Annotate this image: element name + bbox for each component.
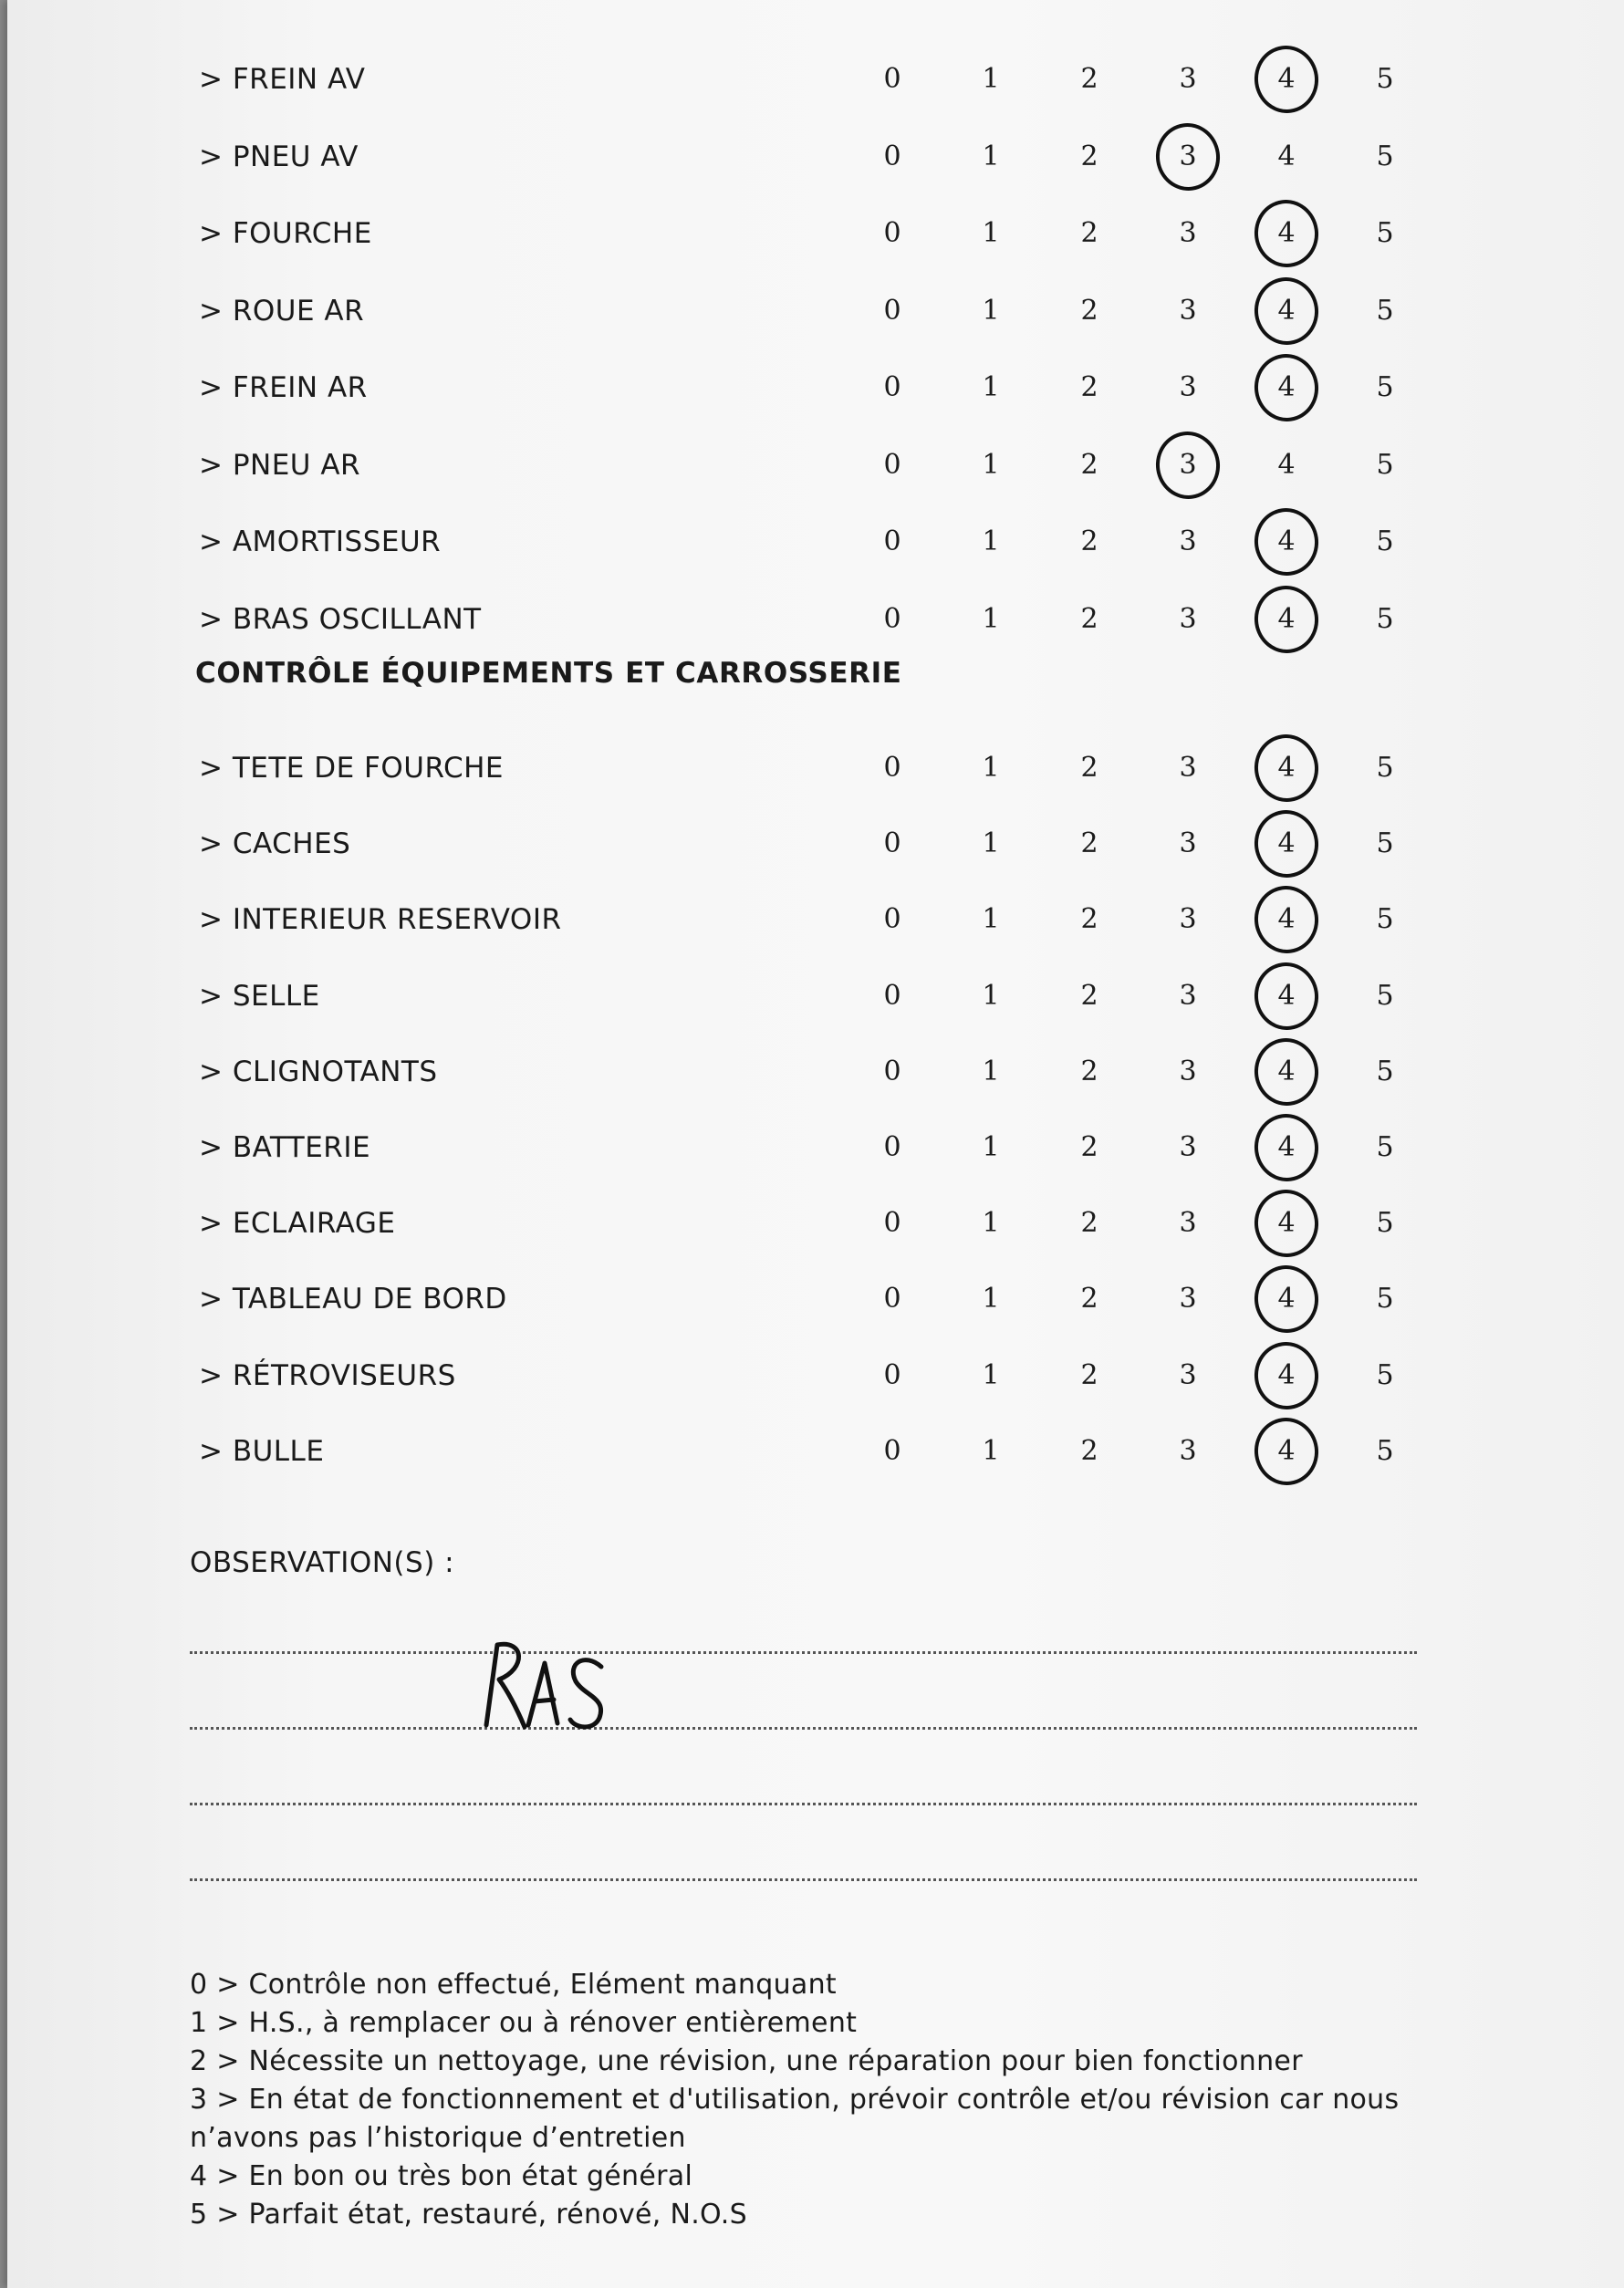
score-option[interactable]: 4 — [1259, 958, 1314, 1035]
score-option[interactable]: 3 — [1179, 63, 1197, 95]
score-option[interactable]: 0 — [883, 217, 901, 249]
score-option[interactable]: 0 — [883, 1055, 901, 1087]
score-option[interactable]: 3 — [1179, 903, 1197, 936]
observation-line — [190, 1651, 1417, 1654]
score-option[interactable]: 0 — [883, 1434, 901, 1467]
score-option[interactable]: 1 — [982, 903, 1000, 936]
checklist-row — [7, 1413, 1624, 1490]
score-option[interactable]: 1 — [982, 525, 1000, 557]
score-option[interactable]: 3 — [1179, 294, 1197, 327]
score-option[interactable]: 5 — [1376, 979, 1394, 1012]
score-option[interactable]: 2 — [1080, 294, 1098, 327]
checklist-row — [7, 349, 1624, 426]
score-option[interactable]: 5 — [1376, 602, 1394, 635]
score-option[interactable]: 1 — [982, 371, 1000, 403]
selected-score-circle — [1250, 1413, 1323, 1489]
score-option[interactable]: 1 — [982, 140, 1000, 172]
score-option[interactable]: 5 — [1376, 294, 1394, 327]
score-option[interactable]: 4 — [1259, 1109, 1314, 1186]
observation-line — [190, 1878, 1417, 1881]
score-option[interactable]: 3 — [1179, 525, 1197, 557]
score-option[interactable]: 4 — [1259, 1413, 1314, 1490]
score-option[interactable]: 2 — [1080, 1283, 1098, 1316]
checklist-item-label: > BATTERIE — [199, 1131, 371, 1164]
score-option[interactable]: 2 — [1080, 63, 1098, 95]
selected-score-circle — [1151, 119, 1224, 194]
section-title: CONTRÔLE ÉQUIPEMENTS ET CARROSSERIE — [195, 657, 902, 690]
score-option[interactable]: 0 — [883, 63, 901, 95]
score-option[interactable]: 5 — [1376, 1283, 1394, 1316]
score-option[interactable]: 4 — [1259, 806, 1314, 882]
score-option[interactable]: 0 — [883, 448, 901, 481]
score-option[interactable]: 2 — [1080, 903, 1098, 936]
selected-score-circle — [1250, 581, 1323, 657]
score-option[interactable]: 2 — [1080, 1055, 1098, 1087]
score-option[interactable]: 3 — [1179, 1283, 1197, 1316]
score-option[interactable]: 2 — [1080, 525, 1098, 557]
score-option[interactable]: 0 — [883, 602, 901, 635]
legend-item: 2 > Nécessite un nettoyage, une révision, une réparation pour bien fonctionner — [190, 2045, 1303, 2077]
score-option[interactable]: 0 — [883, 294, 901, 327]
score-option[interactable]: 0 — [883, 903, 901, 936]
score-option[interactable]: 2 — [1080, 827, 1098, 860]
checklist-row — [7, 806, 1624, 882]
score-option[interactable]: 5 — [1376, 903, 1394, 936]
score-option[interactable]: 4 — [1259, 504, 1314, 580]
selected-score-circle — [1250, 806, 1323, 882]
checklist-row — [7, 1034, 1624, 1110]
score-option[interactable]: 5 — [1376, 448, 1394, 481]
score-option[interactable]: 3 — [1179, 371, 1197, 403]
checklist-item-label: > INTERIEUR RESERVOIR — [199, 903, 562, 937]
score-option[interactable]: 0 — [883, 1283, 901, 1316]
score-option[interactable]: 3 — [1179, 1131, 1197, 1163]
checklist-row — [7, 119, 1624, 195]
score-option[interactable]: 0 — [883, 1358, 901, 1391]
score-option[interactable]: 5 — [1376, 1055, 1394, 1087]
checklist-row — [7, 958, 1624, 1035]
legend-item: n’avons pas l’historique d’entretien — [190, 2122, 686, 2154]
checklist-row — [7, 427, 1624, 504]
score-option[interactable]: 0 — [883, 525, 901, 557]
checklist-item-label: > TETE DE FOURCHE — [199, 752, 504, 785]
score-option[interactable]: 4 — [1259, 1337, 1314, 1414]
score-option[interactable]: 2 — [1080, 752, 1098, 784]
score-option[interactable]: 1 — [982, 602, 1000, 635]
legend-item: 3 > En état de fonctionnement et d'utilisation, prévoir contrôle et/ou révision car nous — [190, 2084, 1400, 2116]
score-option[interactable]: 4 — [1259, 1034, 1314, 1110]
observations-label: OBSERVATION(S) : — [190, 1546, 455, 1579]
score-option[interactable]: 2 — [1080, 1131, 1098, 1163]
score-option[interactable]: 4 — [1259, 273, 1314, 349]
score-option[interactable]: 5 — [1376, 63, 1394, 95]
score-option[interactable]: 1 — [982, 1207, 1000, 1240]
score-option[interactable]: 1 — [982, 294, 1000, 327]
checklist-item-label: > FREIN AR — [199, 371, 368, 404]
checklist-item-label: > RÉTROVISEURS — [199, 1358, 456, 1392]
score-option[interactable]: 1 — [982, 63, 1000, 95]
score-option[interactable]: 2 — [1080, 1434, 1098, 1467]
checklist-item-label: > PNEU AV — [199, 140, 359, 173]
score-option[interactable]: 5 — [1376, 140, 1394, 172]
score-option[interactable]: 5 — [1376, 827, 1394, 860]
score-option[interactable]: 4 — [1259, 581, 1314, 658]
checklist-item-label: > CACHES — [199, 827, 351, 861]
score-option[interactable]: 2 — [1080, 1207, 1098, 1240]
score-option[interactable]: 4 — [1259, 41, 1314, 118]
score-option[interactable]: 1 — [982, 1131, 1000, 1163]
selected-score-circle — [1250, 1109, 1323, 1185]
checklist-row — [7, 41, 1624, 118]
selected-score-circle — [1250, 349, 1323, 425]
selected-score-circle — [1250, 1337, 1323, 1413]
score-option[interactable]: 1 — [982, 1283, 1000, 1316]
score-option[interactable]: 0 — [883, 1207, 901, 1240]
score-option[interactable]: 2 — [1080, 979, 1098, 1012]
selected-score-circle — [1250, 273, 1323, 348]
score-option[interactable]: 0 — [883, 1131, 901, 1163]
score-option[interactable]: 3 — [1179, 1207, 1197, 1240]
selected-score-circle — [1151, 427, 1224, 503]
score-option[interactable]: 2 — [1080, 448, 1098, 481]
score-option[interactable]: 2 — [1080, 217, 1098, 249]
score-option[interactable]: 5 — [1376, 752, 1394, 784]
checklist-row — [7, 504, 1624, 580]
score-option[interactable]: 3 — [1179, 979, 1197, 1012]
score-option[interactable]: 4 — [1259, 1261, 1314, 1337]
score-option[interactable]: 0 — [883, 752, 901, 784]
score-option[interactable]: 5 — [1376, 1207, 1394, 1240]
checklist-item-label: > PNEU AR — [199, 448, 361, 482]
score-option[interactable]: 5 — [1376, 217, 1394, 249]
checklist-item-label: > SELLE — [199, 979, 320, 1013]
checklist-row — [7, 730, 1624, 806]
rating-legend — [190, 1966, 1467, 2234]
score-option[interactable]: 3 — [1179, 827, 1197, 860]
inspection-sheet — [7, 0, 1624, 2288]
score-option[interactable]: 5 — [1376, 371, 1394, 403]
score-option[interactable]: 5 — [1376, 1434, 1394, 1467]
score-option[interactable]: 5 — [1376, 1358, 1394, 1391]
score-option[interactable]: 0 — [883, 371, 901, 403]
observation-line — [190, 1727, 1417, 1730]
score-option[interactable]: 4 — [1259, 195, 1314, 272]
score-option[interactable]: 1 — [982, 752, 1000, 784]
score-option[interactable]: 3 — [1179, 1358, 1197, 1391]
score-option[interactable]: 1 — [982, 827, 1000, 860]
checklist-row — [7, 1109, 1624, 1186]
score-option[interactable]: 0 — [883, 827, 901, 860]
score-option[interactable]: 1 — [982, 1358, 1000, 1391]
score-option[interactable]: 2 — [1080, 371, 1098, 403]
selected-score-circle — [1250, 1186, 1323, 1262]
checklist-row — [7, 1185, 1624, 1262]
legend-item: 5 > Parfait état, restauré, rénové, N.O.S — [190, 2199, 747, 2231]
handwritten-observation — [477, 1638, 614, 1738]
score-option[interactable]: 2 — [1080, 140, 1098, 172]
checklist-row — [7, 881, 1624, 958]
checklist-item-label: > ECLAIRAGE — [199, 1207, 396, 1241]
checklist-item-label: > BRAS OSCILLANT — [199, 602, 482, 636]
checklist-item-label: > FREIN AV — [199, 63, 366, 96]
selected-score-circle — [1250, 195, 1323, 271]
selected-score-circle — [1250, 504, 1323, 579]
score-option[interactable]: 4 — [1259, 881, 1314, 958]
score-option[interactable]: 4 — [1277, 140, 1296, 172]
checklist-item-label: > AMORTISSEUR — [199, 525, 442, 558]
checklist-row — [7, 273, 1624, 349]
score-option[interactable]: 4 — [1259, 730, 1314, 806]
selected-score-circle — [1250, 1262, 1323, 1337]
checklist-row — [7, 1337, 1624, 1414]
checklist-item-label: > ROUE AR — [199, 294, 365, 328]
checklist-row — [7, 1261, 1624, 1337]
score-option[interactable]: 2 — [1080, 602, 1098, 635]
score-option[interactable]: 1 — [982, 979, 1000, 1012]
selected-score-circle — [1250, 1034, 1323, 1109]
observation-line — [190, 1803, 1417, 1805]
score-option[interactable]: 5 — [1376, 525, 1394, 557]
score-option[interactable]: 1 — [982, 1434, 1000, 1467]
score-option[interactable]: 4 — [1277, 448, 1296, 481]
checklist-item-label: > CLIGNOTANTS — [199, 1055, 438, 1088]
score-option[interactable]: 3 — [1179, 1434, 1197, 1467]
score-option[interactable]: 3 — [1161, 427, 1215, 504]
score-option[interactable]: 1 — [982, 448, 1000, 481]
selected-score-circle — [1250, 730, 1323, 806]
selected-score-circle — [1250, 41, 1323, 117]
selected-score-circle — [1250, 958, 1323, 1034]
legend-item: 4 > En bon ou très bon état général — [190, 2160, 693, 2192]
checklist-row — [7, 195, 1624, 272]
score-option[interactable]: 3 — [1179, 1055, 1197, 1087]
legend-item: 0 > Contrôle non effectué, Elément manquant — [190, 1969, 837, 2001]
score-option[interactable]: 0 — [883, 140, 901, 172]
score-option[interactable]: 1 — [982, 217, 1000, 249]
score-option[interactable]: 4 — [1259, 1185, 1314, 1262]
checklist-item-label: > BULLE — [199, 1434, 325, 1468]
legend-item: 1 > H.S., à remplacer ou à rénover entièrement — [190, 2007, 858, 2039]
checklist-row — [7, 581, 1624, 658]
score-option[interactable]: 3 — [1161, 119, 1215, 195]
score-option[interactable]: 2 — [1080, 1358, 1098, 1391]
selected-score-circle — [1250, 882, 1323, 958]
score-option[interactable]: 3 — [1179, 217, 1197, 249]
checklist-item-label: > TABLEAU DE BORD — [199, 1283, 507, 1316]
score-option[interactable]: 1 — [982, 1055, 1000, 1087]
score-option[interactable]: 5 — [1376, 1131, 1394, 1163]
score-option[interactable]: 4 — [1259, 349, 1314, 426]
checklist-item-label: > FOURCHE — [199, 217, 372, 250]
score-option[interactable]: 3 — [1179, 752, 1197, 784]
score-option[interactable]: 0 — [883, 979, 901, 1012]
score-option[interactable]: 3 — [1179, 602, 1197, 635]
